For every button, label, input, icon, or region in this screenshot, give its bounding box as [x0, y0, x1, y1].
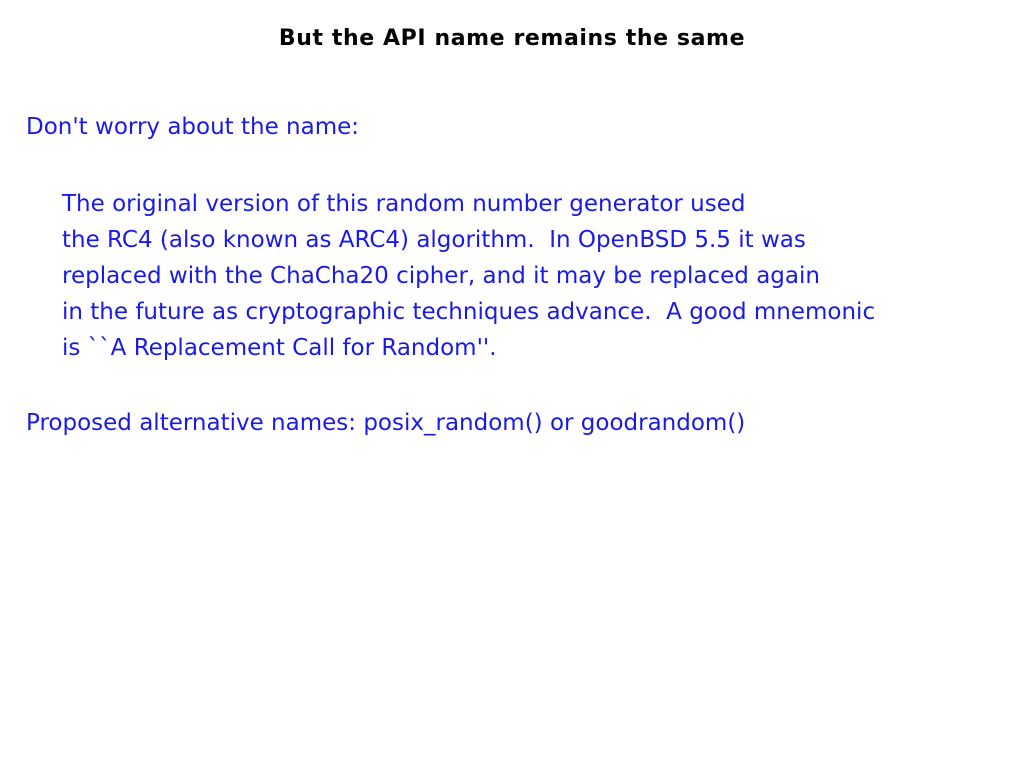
quoted-paragraph	[62, 186, 1006, 366]
paragraph-line: The original version of this random number generator used	[62, 191, 746, 217]
lead-text: Don't worry about the name:	[26, 114, 360, 140]
paragraph-line: the RC4 (also known as ARC4) algorithm. In OpenBSD 5.5 it was	[62, 227, 806, 253]
slide-body	[26, 112, 1006, 438]
paragraph-line: in the future as cryptographic techniques advance. A good mnemonic	[62, 299, 876, 325]
paragraph-line: is ``A Replacement Call for Random''.	[62, 335, 497, 361]
page-title: But the API name remains the same	[278, 26, 746, 51]
closing-text: Proposed alternative names: posix_random() or goodrandom()	[26, 410, 746, 436]
paragraph-line: replaced with the ChaCha20 cipher, and it may be replaced again	[62, 263, 820, 289]
